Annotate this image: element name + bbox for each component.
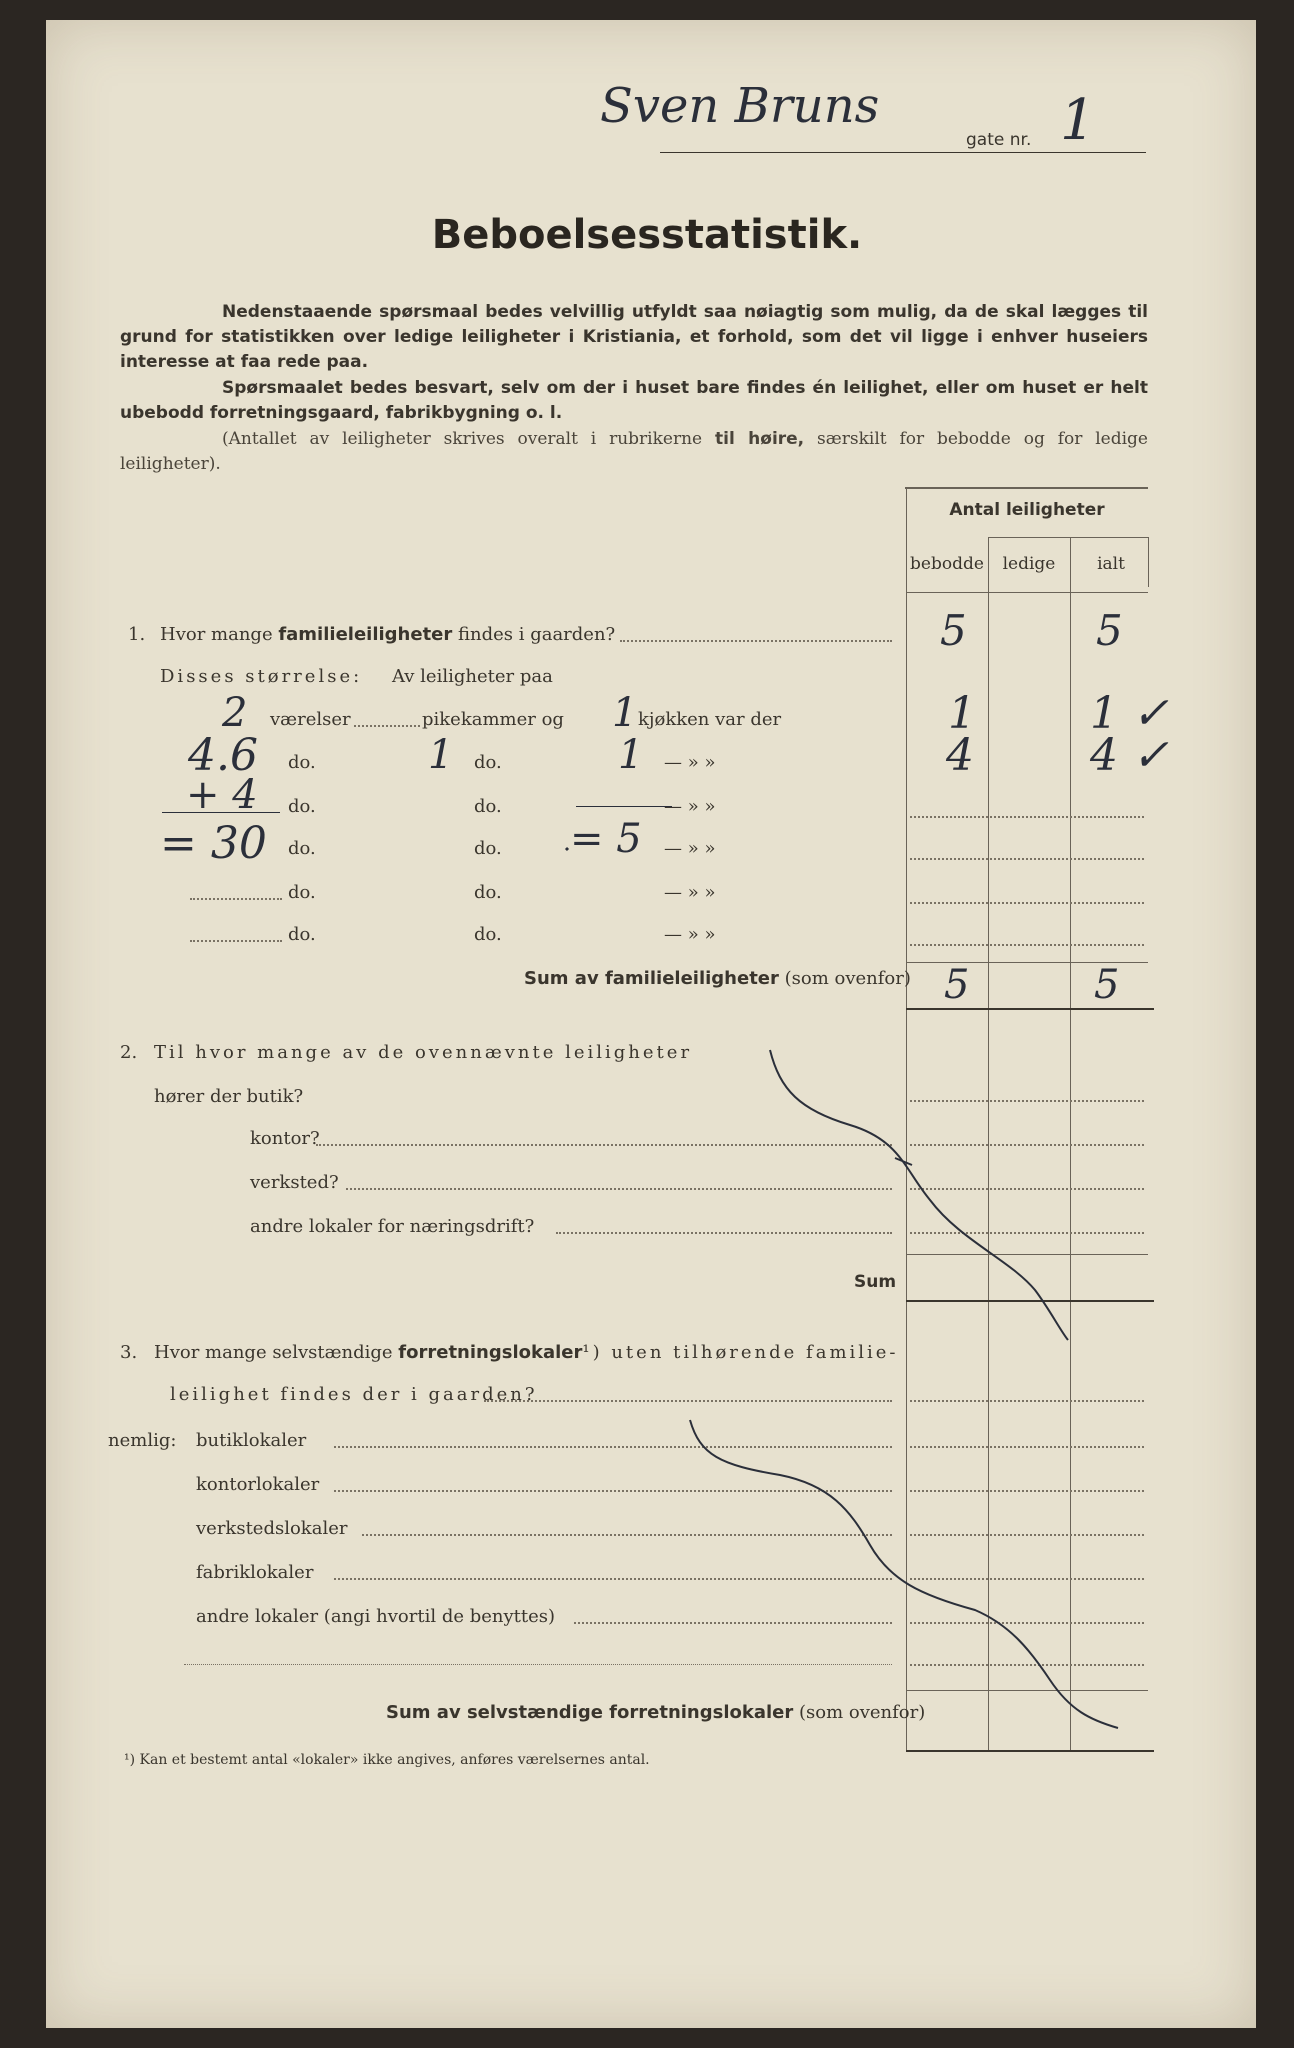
q3-item-kontor: kontorlokaler [196,1474,320,1495]
q3-sum-a: Sum av selvstændige forretningslokaler [386,1702,794,1723]
q2-cancel-stroke [770,1050,1068,1340]
q1-row-2-hw-rooms: 4.6 [188,730,258,781]
q1-row-2-bebodde: 4 [946,730,974,781]
gate-label: gate nr. [966,130,1032,150]
intro-text-1: Nedenstaaende spørsmaal bedes velvillig utfyldt saa nøiagtig som mulig, da de skal lægges til grund for statistikken over ledige leiligheter i Kristiania, et forhold, som det vil ligge i enhver huseiers interesse at faa rede paa. [120,302,1148,372]
intro-text-3c: særskilt for bebodde og for ledige leiligheter). [120,429,1148,474]
q3-number: 3. [120,1342,138,1363]
col-header-ledige: ledige [1002,554,1056,574]
q3-item-verksted: verkstedslokaler [196,1518,348,1539]
q2-item-verksted: verksted? [250,1172,339,1193]
q2-item-kontor: kontor? [250,1128,320,1149]
table-main-header: Antal leiligheter [949,500,1105,520]
q1-row-5-rooms: do. [288,882,316,903]
q1-row-6-kjokken: — » » [664,924,716,945]
q3-text-c: ¹) uten tilhørende familie- [582,1342,899,1363]
q2-sum-label: Sum [854,1272,897,1292]
q1-text-b: familieleiligheter [278,624,453,645]
q1-sum-b: (som ovenfor) [778,968,911,989]
q1-sizes-sub: Av leiligheter paa [392,666,553,687]
q1-row-4-rooms: do. [288,838,316,859]
q1-row-1-ialt: 1 ✓ [1090,688,1169,739]
q3-cancel-stroke [690,1420,1118,1728]
q1-row-1-pike: pikekammer og [422,709,564,730]
q1-row-6-pike: do. [474,924,502,945]
col-header-bebodde: bebodde [910,554,984,574]
q1-row-1-hw-rooms: 2 [222,690,248,736]
q1-row-1-rooms: værelser [270,709,351,730]
q3-item-butik: butiklokaler [196,1430,307,1451]
page-title: Beboelsesstatistik. [431,212,863,258]
q1-row-5-kjokken: — » » [664,882,716,903]
col-header-ialt: ialt [1097,554,1125,574]
q1-text-c: findes i gaarden? [452,624,616,645]
q3-nemlig: nemlig: [108,1430,177,1451]
q1-row-2-ialt: 4 ✓ [1090,730,1169,781]
q3-text-b: forretningslokaler [398,1342,583,1363]
q1-row-4-kjokken: — » » [664,838,716,859]
q1-row-4-hw-rooms: = 30 [160,818,267,869]
q1-row-1-bebodde: 1 [948,688,976,739]
q1-number: 1. [128,624,146,645]
q1-row-1-kjokken: kjøkken var der [638,709,782,730]
q2-item-andre: andre lokaler for næringsdrift? [250,1216,535,1237]
intro-text-3b: til høire, [715,429,805,449]
q3-item-andre: andre lokaler (angi hvortil de benyttes) [196,1606,556,1627]
q1-row-2-pike: do. [474,752,502,773]
q2-line-1: Til hvor mange av de ovennævnte leiligheter [154,1042,693,1063]
q1-sum-bebodde: 5 [944,962,970,1008]
q1-row-2-rooms: do. [288,752,316,773]
q1-row-4-pike: do. [474,838,502,859]
gate-number-handwritten: 1 [1060,88,1096,153]
q1-row-6-rooms: do. [288,924,316,945]
q1-sum-ialt: 5 [1094,962,1120,1008]
q1-row-4-hw-kjokken: = 5 [570,816,642,862]
q1-row-2-kjokken: — » » [664,752,716,773]
q1-row-3-kjokken: — » » [664,796,716,817]
q3-item-fabrik: fabriklokaler [196,1562,314,1583]
q2-item-butik: hører der butik? [154,1086,304,1107]
street-name-handwritten: Sven Bruns [600,78,880,134]
q3-text-a: Hvor mange selvstændige [154,1342,399,1363]
q1-row-2-hw-pike: 1 [428,732,454,778]
q1-row-3-rooms: do. [288,796,316,817]
q3-line-2: leilighet findes der i gaarden? [170,1384,538,1405]
q1-text-a: Hvor mange [160,624,279,645]
q1-ialt-value: 5 [1096,606,1123,655]
intro-text-2: Spørsmaalet bedes besvart, selv om der i huset bare findes én leilighet, eller om huset er helt ubebodd forretningsgaard, fabrikbygning o. l. [120,378,1148,423]
q1-row-5-pike: do. [474,882,502,903]
q3-sum-b: (som ovenfor) [793,1702,926,1723]
q1-sum-a: Sum av familieleiligheter [524,968,779,989]
q1-row-3-hw-rooms: + 4 [186,772,258,818]
q2-number: 2. [120,1042,138,1063]
q1-row-3-pike: do. [474,796,502,817]
q1-row-1-hw-kjokken: 1 [612,690,638,736]
q1-row-4-hw-dot [566,848,568,850]
q1-sizes-label: Disses størrelse: [160,666,363,687]
q1-row-2-hw-kjokken: 1 [618,732,644,778]
intro-text-3a: (Antallet av leiligheter skrives overalt i rubrikerne [222,429,715,449]
q1-bebodde-value: 5 [940,606,967,655]
footnote: ¹) Kan et bestemt antal «lokaler» ikke angives, anføres værelsernes antal. [124,1752,650,1768]
